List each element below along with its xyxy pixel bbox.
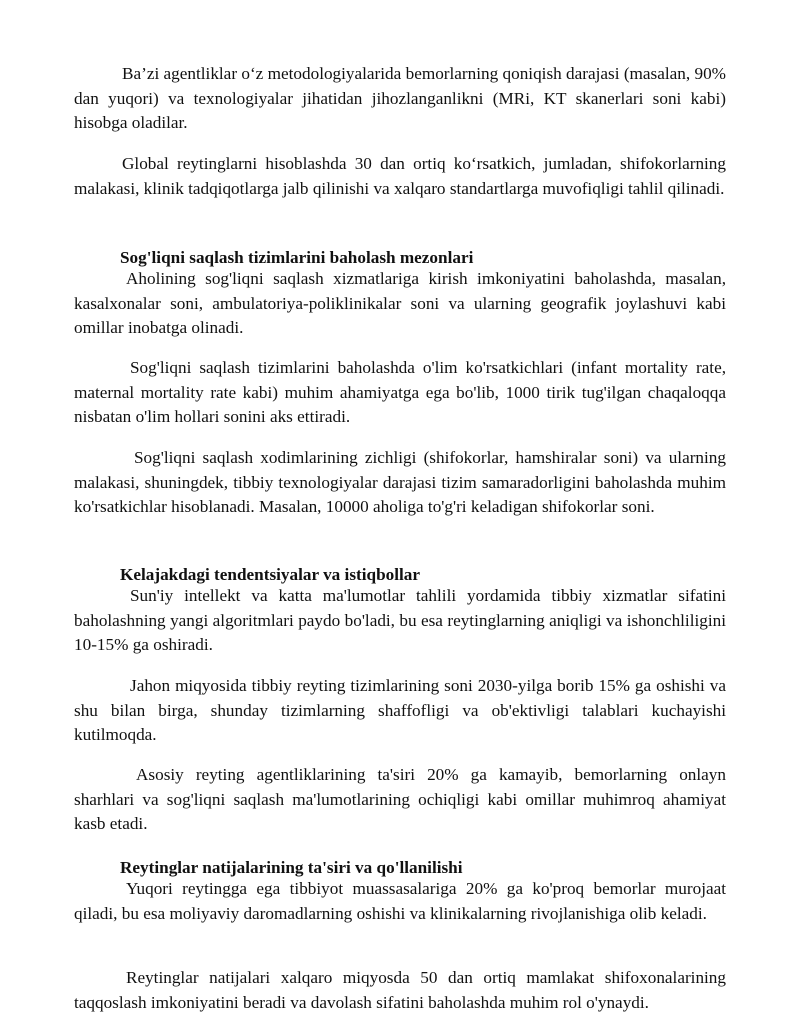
paragraph-staff-density: Sog'liqni saqlash xodimlarining zichligi (shifokorlar, hamshiralar soni) va ularning malakasi, shuningdek, tibbiy texnologiyalar darajasi tizim samaradorligini baholashda muhim ko'rsatkichlar hisoblanadi. Masalan, 10000 aholiga to'g'ri keladigan shifokorlar soni. — [74, 448, 726, 517]
paragraph-global-ratings: Global reytinglarni hisoblashda 30 dan ortiq ko‘rsatkich, jumladan, shifokorlarning malakasi, klinik tadqiqotlarga jalb qilinishi va xalqaro standartlarga muvofiqligi tahlil qilinadi. — [74, 154, 726, 198]
paragraph-access-to-services: Aholining sog'liqni saqlash xizmatlariga kirish imkoniyatini baholashda, masalan, kasalxonalar soni, ambulatoriya-poliklinikalar soni va ularning geografik joylashuvi kabi omillar inobatga olinadi. — [74, 269, 726, 338]
heading-future-trends: Kelajakdagi tendentsiyalar va istiqbollar — [120, 565, 421, 584]
paragraph-ai-analysis: Sun'iy intellekt va katta ma'lumotlar tahlili yordamida tibbiy xizmatlar sifatini baholashning yangi algoritmlari paydo bo'ladi, bu esa reytinglarning aniqligi va ishonchliligini 10-15% ga oshiradi. — [74, 586, 726, 655]
paragraph-agency-influence: Asosiy reyting agentliklarining ta'siri 20% ga kamayib, bemorlarning onlayn sharhlari va sog'liqni saqlash ma'lumotlarining ochiqligi kabi omillar muhimroq ahamiyat kasb etadi. — [74, 765, 726, 834]
heading-ratings-impact: Reytinglar natijalarining ta'siri va qo'llanilishi — [120, 858, 463, 877]
heading-health-system-criteria: Sog'liqni saqlash tizimlarini baholash mezonlari — [120, 248, 474, 267]
paragraph-patient-flow: Yuqori reytingga ega tibbiyot muassasalariga 20% ga ko'proq bemorlar murojaat qiladi, bu esa moliyaviy daromadlarning oshishi va klinikalarning rivojlanishiga olib keladi. — [74, 879, 726, 923]
paragraph-agency-methodology: Ba’zi agentliklar o‘z metodologiyalarida bemorlarning qoniqish darajasi (masalan, 90% dan yuqori) va texnologiyalar jihatidan jihozlanganlikni (MRi, KT skanerlari soni kabi) hisobga oladilar. — [74, 64, 726, 133]
paragraph-international-comparison: Reytinglar natijalari xalqaro miqyosda 50 dan ortiq mamlakat shifoxonalarining taqqoslash imkoniyatini beradi va davolash sifatini baholashda muhim rol o'ynaydi. — [74, 968, 726, 1012]
paragraph-global-growth: Jahon miqyosida tibbiy reyting tizimlarining soni 2030-yilga borib 15% ga oshishi va shu bilan birga, shunday tizimlarning shaffofligi va ob'ektivligi talablari kuchayishi kutilmoqda. — [74, 676, 726, 745]
paragraph-mortality-indicators: Sog'liqni saqlash tizimlarini baholashda o'lim ko'rsatkichlari (infant mortality rate, maternal mortality rate kabi) muhim ahamiyatga ega bo'lib, 1000 tirik tug'ilgan chaqaloqqa nisbatan o'lim hollari sonini aks ettiradi. — [74, 358, 726, 427]
